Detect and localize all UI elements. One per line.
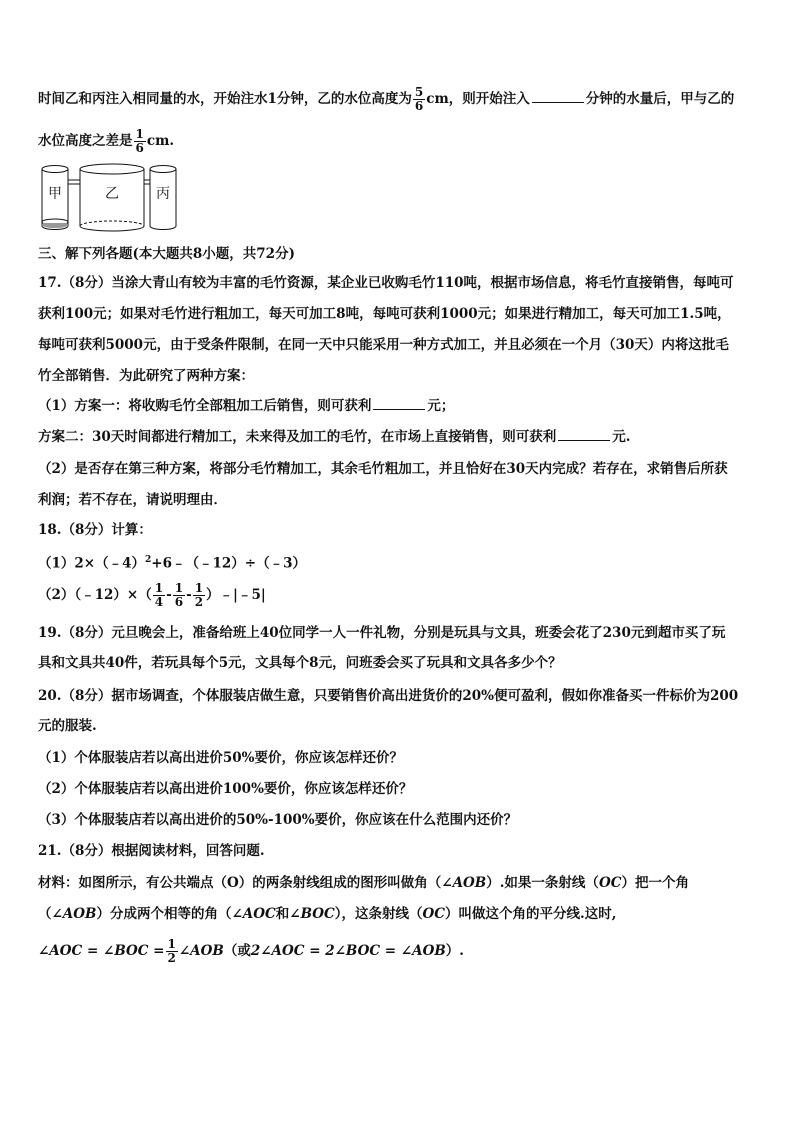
q21-material1 (38, 873, 689, 893)
q18-title: 18.（8分）计算： (38, 522, 152, 538)
fraction: $\frac{1}{4}$ (154, 581, 164, 609)
q18-text: （2）（﹣12）×（ (38, 587, 152, 603)
label-jia: 甲 (48, 186, 62, 202)
q18-expr1 (38, 550, 306, 574)
q18-text: ）﹣|﹣5| (206, 587, 266, 603)
q16-text: 分钟的水量后，甲与乙的 (585, 91, 735, 107)
q18-text: （1）2×（﹣4） (38, 555, 145, 572)
q20-part: （1）个体服装店若以高出进价50%要价，你应该怎样还价？ (38, 750, 404, 766)
q17-text: （1）方案一：将收购毛竹全部粗加工后销售，则可获利 (38, 398, 372, 414)
q16-text: cm，则开始注入 (426, 91, 530, 107)
formula-text: 2∠AOC = 2∠BOC = ∠AOB (250, 943, 446, 959)
label-bing: 丙 (156, 186, 170, 202)
q21-text: ），这条射线（ (334, 906, 423, 922)
q18-text: +6﹣（﹣12）÷（﹣3） (151, 555, 306, 572)
formula-text: ∠AOC = ∠BOC = (38, 943, 165, 959)
q19-line: 19.（8分）元旦晚会上，准备给班上40位同学一人一件礼物，分别是玩具与文具，班委会花了230元到超市买了玩 (38, 625, 726, 641)
ray-symbol: OC (422, 906, 446, 922)
angle-symbol: ∠AOB (441, 875, 487, 891)
q17-line: （2）是否存在第三种方案，将部分毛竹精加工，其余毛竹粗加工，并且恰好在30天内完成？若存在，求销售后所获 (38, 461, 728, 477)
fraction: $\frac{5}{6}$ (414, 85, 424, 113)
q21-text: 和 (275, 906, 290, 922)
q21-text: ）.如果一条射线（ (486, 875, 599, 891)
q21-text: 材料：如图所示，有公共端点（O）的两条射线组成的图形叫做角（ (38, 875, 442, 891)
q16-text: 时间乙和丙注入相同量的水，开始注水1分钟，乙的水位高度为 (38, 91, 412, 107)
q19-line: 具和文具共40件，若玩具每个5元，文具每个8元，问班委会买了玩具和文具各多少个？ (38, 655, 562, 671)
section-title: 三、解下列各题(本大题共8小题，共72分) (38, 246, 295, 262)
angle-symbol: ∠AOB (51, 906, 97, 922)
q17-line: 获利100元；如果对毛竹进行粗加工，每天可加工8吨，每吨可获利1000元；如果进行精加工，每天可加工1.5吨， (38, 306, 731, 322)
angle-symbol: ∠AOC (231, 906, 276, 922)
q21-material2 (38, 904, 616, 924)
q20-part: （3）个体服装店若以高出进价的50%-100%要价，你应该在什么范围内还价？ (38, 812, 518, 828)
q17-plan2 (38, 427, 631, 447)
q16-line1 (38, 86, 734, 113)
q21-text: （或 (223, 943, 251, 959)
q21-text: ）. (445, 943, 464, 959)
q17-text: 元. (612, 429, 631, 445)
fraction: $\frac{1}{2}$ (167, 937, 176, 965)
fraction: $\frac{1}{2}$ (194, 581, 204, 609)
q17-line: 竹全部销售．为此研究了两种方案： (38, 368, 254, 384)
minus-sign: - (186, 587, 192, 603)
q20-line: 20.（8分）据市场调查，个体服装店做生意，只要销售价高出进货价的20%便可盈利，假如你准备买一件标价为200 (38, 688, 739, 704)
q21-text: ）把一个角 (621, 875, 689, 891)
ray-symbol: OC (598, 875, 622, 891)
q16-text: 水位高度之差是 (38, 133, 133, 149)
q20-part: （2）个体服装店若以高出进价100%要价，你应该怎样还价？ (38, 781, 413, 797)
answer-blank[interactable] (532, 89, 584, 103)
q16-line2 (38, 128, 174, 155)
angle-symbol: ∠BOC (289, 906, 335, 922)
label-yi: 乙 (105, 186, 119, 202)
q18-expr2 (38, 582, 266, 609)
q17-line: 17.（8分）当涂大青山有较为丰富的毛竹资源，某企业已收购毛竹110吨，根据市场信息，将毛竹直接销售，每吨可 (38, 275, 734, 291)
q17-text: 元； (427, 398, 455, 414)
container-figure (36, 160, 186, 238)
q17-line: 每吨可获利5000元，由于受条件限制，在同一天中只能采用一种方式加工，并且必须在一个月（30天）内将这批毛 (38, 337, 729, 353)
exponent: 2 (145, 555, 152, 565)
minus-sign: - (166, 587, 172, 603)
q21-title: 21.（8分）根据阅读材料，回答问题. (38, 843, 265, 859)
q20-line: 元的服装. (38, 718, 97, 734)
q21-text: ）分成两个相等的角（ (96, 906, 232, 922)
q21-text: ）叫做这个角的平分线.这时, (445, 906, 617, 922)
q17-text: 方案二：30天时间都进行精加工，未来得及加工的毛竹，在市场上直接销售，则可获利 (38, 429, 557, 445)
formula-text: ∠AOB (178, 943, 224, 959)
answer-blank[interactable] (558, 427, 610, 441)
fraction: $\frac{1}{6}$ (135, 127, 144, 155)
q21-formula (38, 938, 464, 965)
answer-blank[interactable] (373, 396, 425, 410)
q16-text: cm. (146, 133, 175, 149)
fraction: $\frac{1}{6}$ (174, 581, 184, 609)
q21-text: （ (38, 906, 52, 922)
q17-part1 (38, 396, 454, 416)
q17-line: 利润；若不存在，请说明理由． (38, 492, 227, 508)
